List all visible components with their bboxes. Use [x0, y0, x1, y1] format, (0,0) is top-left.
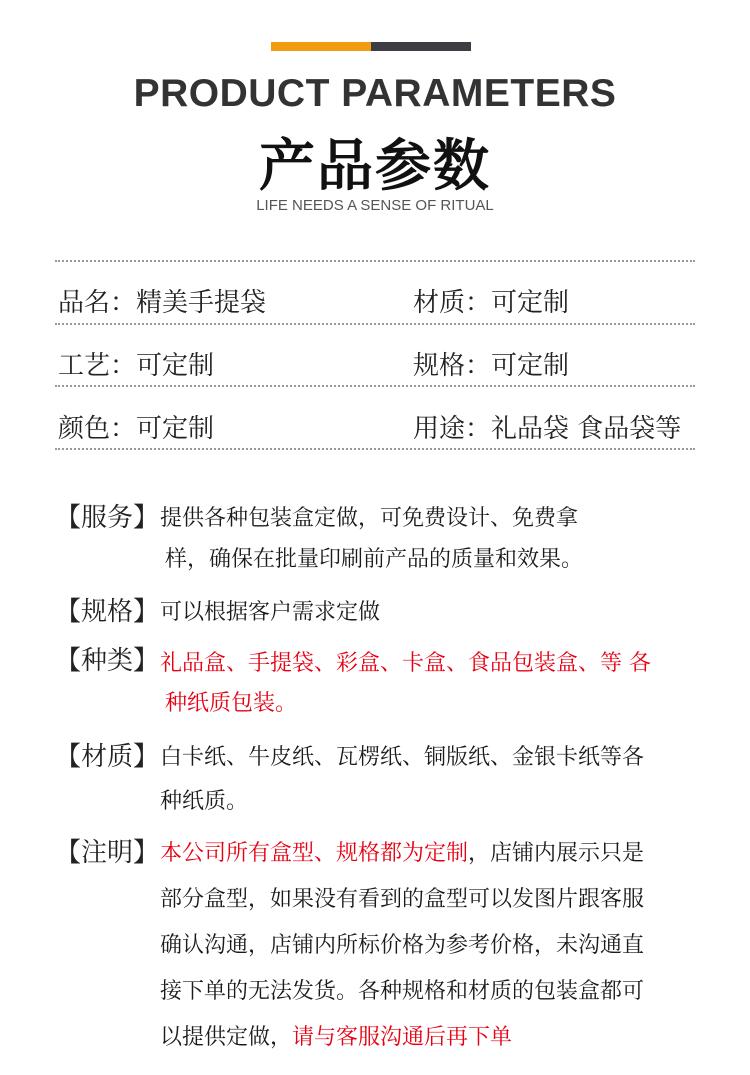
accent-bar [271, 42, 471, 51]
param-material: 材质：可定制 [413, 288, 570, 318]
section-line: 种纸质。 [160, 789, 249, 814]
section-line: 样，确保在批量印刷前产品的质量和效果。 [165, 547, 584, 572]
note-text: 以提供定做， [160, 1025, 293, 1050]
section-tag: 【材质】 [55, 742, 160, 772]
section-line: 提供各种包装盒定做，可免费设计、免费拿 [160, 506, 579, 531]
section-line: 接下单的无法发货。各种规格和材质的包装盒都可 [160, 979, 645, 1004]
section-line: 可以根据客户需求定做 [160, 600, 381, 625]
section-line: 种纸质包装。 [165, 691, 298, 716]
page-title-chinese: 产品参数 [259, 134, 491, 199]
param-craft: 工艺：可定制 [58, 351, 215, 381]
accent-bar-orange [271, 42, 371, 51]
param-product-name: 品名：精美手提袋 [58, 288, 267, 318]
page-subtitle: LIFE NEEDS A SENSE OF RITUAL [256, 197, 494, 214]
divider [55, 323, 695, 325]
note-emphasis: 请与客服沟通后再下单 [292, 1025, 513, 1050]
param-usage: 用途：礼品袋 食品袋等 [413, 414, 682, 444]
section-tag: 【种类】 [55, 646, 160, 676]
accent-bar-dark [371, 42, 471, 51]
divider [55, 260, 695, 262]
section-tag: 【服务】 [55, 503, 160, 533]
divider [55, 385, 695, 387]
divider [55, 448, 695, 450]
section-line: 礼品盒、手提袋、彩盒、卡盒、食品包装盒、等 各 [160, 651, 651, 676]
section-line: 白卡纸、牛皮纸、瓦楞纸、铜版纸、金银卡纸等各 [160, 745, 645, 770]
param-spec: 规格：可定制 [413, 351, 570, 381]
param-color: 颜色：可定制 [58, 414, 215, 444]
note-text: ，店铺内展示只是 [468, 841, 645, 866]
page-title-english: PRODUCT PARAMETERS [133, 72, 617, 115]
section-tag: 【规格】 [55, 597, 160, 627]
section-line: 部分盒型，如果没有看到的盒型可以发图片跟客服 [160, 887, 645, 912]
section-tag: 【注明】 [55, 838, 160, 868]
section-line [160, 836, 644, 867]
section-line: 确认沟通，店铺内所标价格为参考价格，未沟通直 [160, 933, 645, 958]
note-emphasis: 本公司所有盒型、规格都为定制 [160, 841, 469, 866]
section-line [160, 1020, 512, 1051]
